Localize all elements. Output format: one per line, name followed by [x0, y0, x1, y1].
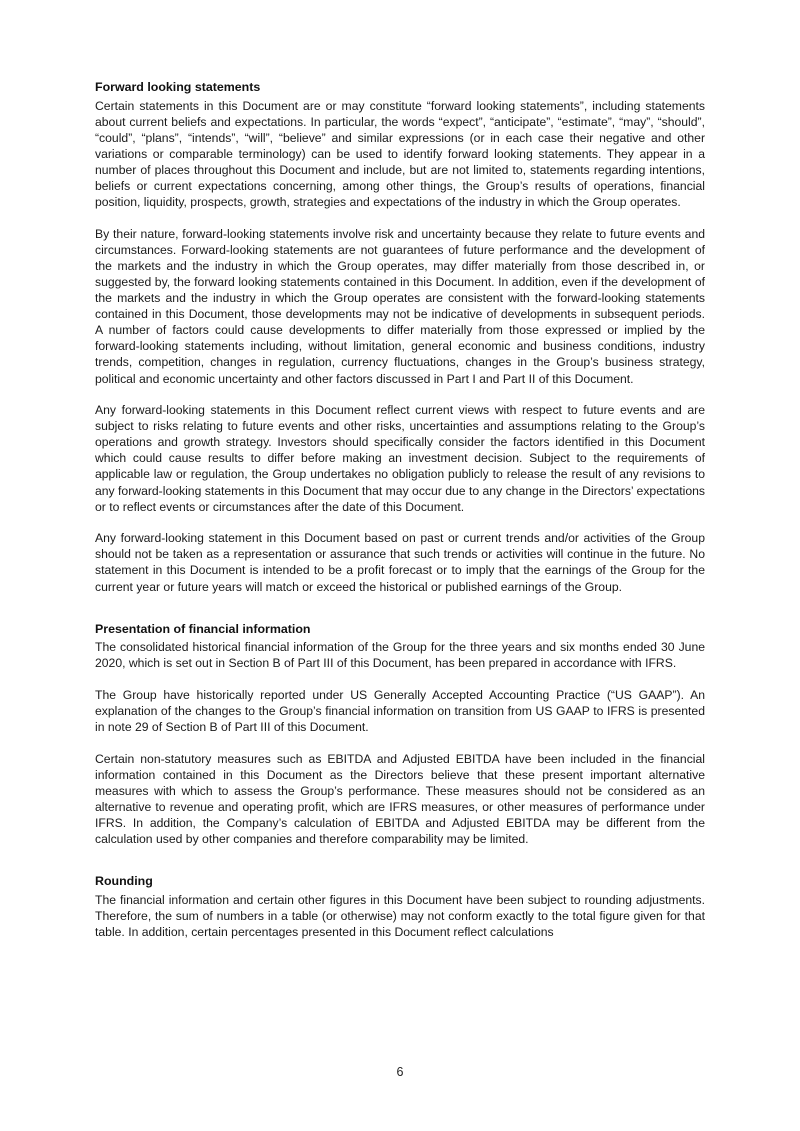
section-presentation-of-financial-information [95, 622, 705, 848]
section-rounding [95, 874, 705, 940]
paragraph: Certain statements in this Document are or may constitute “forward looking statements”, including statements about current beliefs and expectations. In particular, the words “expect”, “anticipate”, “estimate”, “may”, “should”, “could”, “plans”, “intends”, “will”, “believe” and similar expressions (or in each case their negative and other variations or comparable terminology) can be used to identify forward looking statements. They appear in a number of places throughout this Document and include, but are not limited to, statements regarding intentions, beliefs or current expectations concerning, among other things, the Group’s results of operations, financial position, liquidity, prospects, growth, strategies and expectations of the industry in which the Group operates. [95, 98, 705, 210]
paragraph: The financial information and certain other figures in this Document have been subject to rounding adjustments. Therefore, the sum of numbers in a table (or otherwise) may not conform exactly to the total figure given for that table. In addition, certain percentages presented in this Document reflect calculations [95, 892, 705, 939]
paragraph: Certain non-statutory measures such as EBITDA and Adjusted EBITDA have been included in the financial information contained in this Document as the Directors believe that these present important alternative measures with which to assess the Group’s performance. These measures should not be considered as an alternative to revenue and operating profit, which are IFRS measures, or other measures of performance under IFRS. In addition, the Company’s calculation of EBITDA and Adjusted EBITDA may be different from the calculation used by other companies and therefore comparability may be limited. [95, 751, 705, 847]
paragraph: The Group have historically reported under US Generally Accepted Accounting Practice (“US GAAP”). An explanation of the changes to the Group’s financial information on transition from US GAAP to IFRS is presented in note 29 of Section B of Part III of this Document. [95, 687, 705, 734]
document-page [95, 80, 705, 967]
section-heading: Rounding [95, 874, 153, 889]
section-forward-looking-statements [95, 80, 705, 595]
section-heading: Presentation of financial information [95, 621, 311, 636]
paragraph: By their nature, forward-looking statements involve risk and uncertainty because they relate to future events and circumstances. Forward-looking statements are not guarantees of future performance and the development of the markets and the industry in which the Group operates, may differ materially from those described in, or suggested by, the forward looking statements contained in this Document. In addition, even if the development of the markets and the industry in which the Group operates are consistent with the forward-looking statements contained in this Document, those developments may not be indicative of developments in subsequent periods. A number of factors could cause developments to differ materially from those expressed or implied by the forward-looking statements including, without limitation, general economic and business conditions, industry trends, competition, changes in regulation, currency fluctuations, changes in the Group’s business strategy, political and economic uncertainty and other factors discussed in Part I and Part II of this Document. [95, 226, 705, 386]
paragraph: The consolidated historical financial information of the Group for the three years and six months ended 30 June 2020, which is set out in Section B of Part III of this Document, has been prepared in accordance with IFRS. [95, 640, 705, 671]
section-heading: Forward looking statements [95, 80, 261, 94]
paragraph: Any forward-looking statements in this Document reflect current views with respect to future events and are subject to risks relating to future events and other risks, uncertainties and assumptions relating to the Group’s operations and growth strategy. Investors should specifically consider the factors identified in this Document which could cause results to differ before making an investment decision. Subject to the requirements of applicable law or regulation, the Group undertakes no obligation publicly to release the result of any revisions to any forward-looking statements in this Document that may occur due to any change in the Directors’ expectations or to reflect events or circumstances after the date of this Document. [95, 403, 705, 514]
paragraph: Any forward-looking statement in this Document based on past or current trends and/or activities of the Group should not be taken as a representation or assurance that such trends or activities will continue in the future. No statement in this Document is intended to be a profit forecast or to imply that the earnings of the Group for the current year or future years will match or exceed the historical or published earnings of the Group. [95, 531, 705, 594]
page-number: 6 [396, 1065, 404, 1079]
